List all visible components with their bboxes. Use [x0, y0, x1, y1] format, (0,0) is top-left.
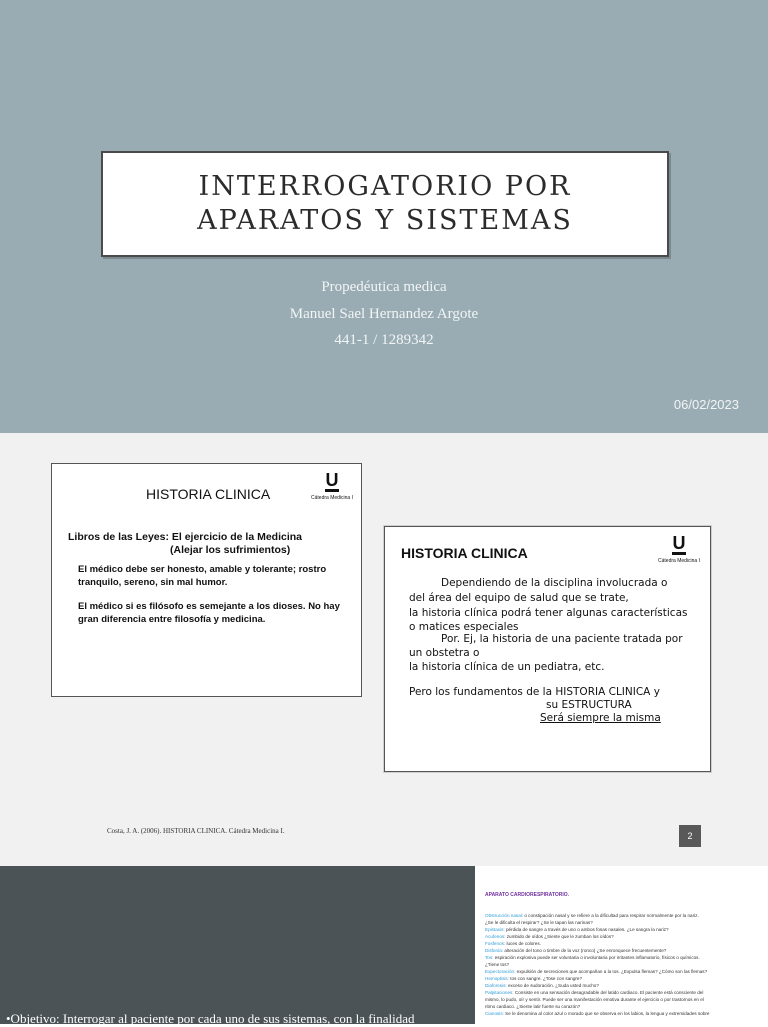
cardiorespiratory-document: [481, 889, 761, 1024]
page-number-badge: 2: [679, 825, 701, 847]
card-text-line-underlined: Será siempre la misma: [540, 712, 661, 724]
subtitle-id: 441-1 / 1289342: [334, 332, 434, 348]
document-line: Fosfenos: luces de colores.: [485, 941, 541, 946]
card-text-line: la historia clínica podrá tener algunas características: [409, 607, 688, 619]
document-line: mismo, lo pudo, oír y sentir. Puede ser una manifestación emotiva durante el ejercicio o por trastornos en el: [485, 997, 704, 1002]
historia-clinica-card-2: [384, 526, 711, 772]
title-slide: [0, 0, 768, 433]
document-line: Disfonía: alteración del tono o timbre de la voz (ronco) ¿Se enronquece frecuentemente?: [485, 948, 667, 953]
title-box: [101, 151, 669, 257]
slide-date: 06/02/2023: [673, 397, 739, 412]
card-title: HISTORIA CLINICA: [146, 486, 271, 502]
slide-title-line-2: APARATOS Y SISTEMAS: [197, 205, 573, 236]
document-line: Diaforesis: exceso de sudoración. ¿Suda usted mucho?: [485, 983, 599, 988]
document-line: Hemoptisis: tos con sangre. ¿Tose con sangre?: [485, 976, 583, 981]
document-line: ¿Se le dificulta el respirar? ¿Se le tapan las narinas?: [485, 920, 593, 925]
catedra-logo-icon: U Cátedra Medicina I: [651, 534, 707, 564]
catedra-logo-icon: U Cátedra Medicina I: [307, 471, 357, 501]
document-line: ¿Tiene tos?: [485, 962, 510, 967]
document-line: Cianosis: Se le denomina al color azul o morado que se observa en los labios, la lengua y extremidades sobre: [485, 1011, 710, 1016]
document-line: Epistaxis: pérdida de sangre a través de uno o ambos fosas nasales. ¿Le sangra la nariz?: [485, 927, 669, 932]
card-text-line: la historia clínica de un pediatra, etc.: [409, 661, 605, 673]
logo-caption: Cátedra Medicina I: [658, 558, 700, 564]
objective-text: •Objetivo: Interrogar al paciente por cada uno de sus sistemas, con la finalidad: [6, 1011, 415, 1026]
document-heading: APARATO CARDIORESPIRATORIO.: [485, 892, 569, 898]
card-text-line: Por. Ej, la historia de una paciente tratada por: [441, 633, 683, 645]
card-paragraph-2: El médico si es filósofo es semejante a los dioses. No hay gran diferencia entre filosofía y medicina.: [78, 601, 340, 625]
card-text-line: Dependiendo de la disciplina involucrada o: [441, 577, 668, 589]
card-paragraph-1: El médico debe ser honesto, amable y tolerante; rostro tranquilo, sereno, sin mal humor.: [78, 564, 327, 588]
reference-citation: Costa, J. A. (2006). HISTORIA CLINICA. Cátedra Medicina I.: [107, 827, 285, 835]
card-title: HISTORIA CLINICA: [401, 545, 528, 561]
card-line-1: Libros de las Leyes: El ejercicio de la Medicina: [68, 531, 303, 543]
document-line: Palpitaciones: Consiste en una sensación desagradable del latido cardiaco. El paciente está consciente del: [485, 990, 704, 995]
document-line: Expectoración: expulsión de secreciones que acompañan a la tos. ¿Expulsa flemas? ¿Cómo son las flemas?: [485, 969, 708, 974]
document-line: Tos: espiración explosiva puede ser voluntaria o involuntaria por irritantes inflamatorio, físicos o químicos.: [485, 955, 700, 960]
card-text-line: o matices especiales: [409, 621, 519, 633]
card-text-line: su ESTRUCTURA: [546, 699, 632, 711]
subtitle-author: Manuel Sael Hernandez Argote: [289, 306, 479, 322]
objective-panel: [0, 866, 475, 1024]
content-slide-2: [0, 433, 768, 866]
document-line: Acufenos: zumbido de oídos ¿Siente que le zumban los oídos?: [485, 934, 614, 939]
card-text-line: del área del equipo de salud que se trate,: [409, 592, 629, 604]
document-line: ritmo cardiaco. ¿Siente latir fuerte su corazón?: [485, 1004, 581, 1009]
logo-caption: Cátedra Medicina I: [311, 495, 353, 501]
slide-title-line-1: INTERROGATORIO POR: [198, 171, 572, 202]
document-line: Obstrucción nasal: o constipación nasal y se refiere a la dificultad para respirar normalmente por la nariz.: [485, 913, 699, 918]
card-text-line: un obstetra o: [409, 647, 480, 659]
historia-clinica-card-1: [51, 463, 362, 697]
subtitle-course: Propedéutica medica: [321, 279, 447, 295]
card-text-line: Pero los fundamentos de la HISTORIA CLINICA y: [409, 686, 660, 698]
content-slide-3: [0, 866, 768, 1024]
card-line-2: (Alejar los sufrimientos): [170, 544, 291, 556]
